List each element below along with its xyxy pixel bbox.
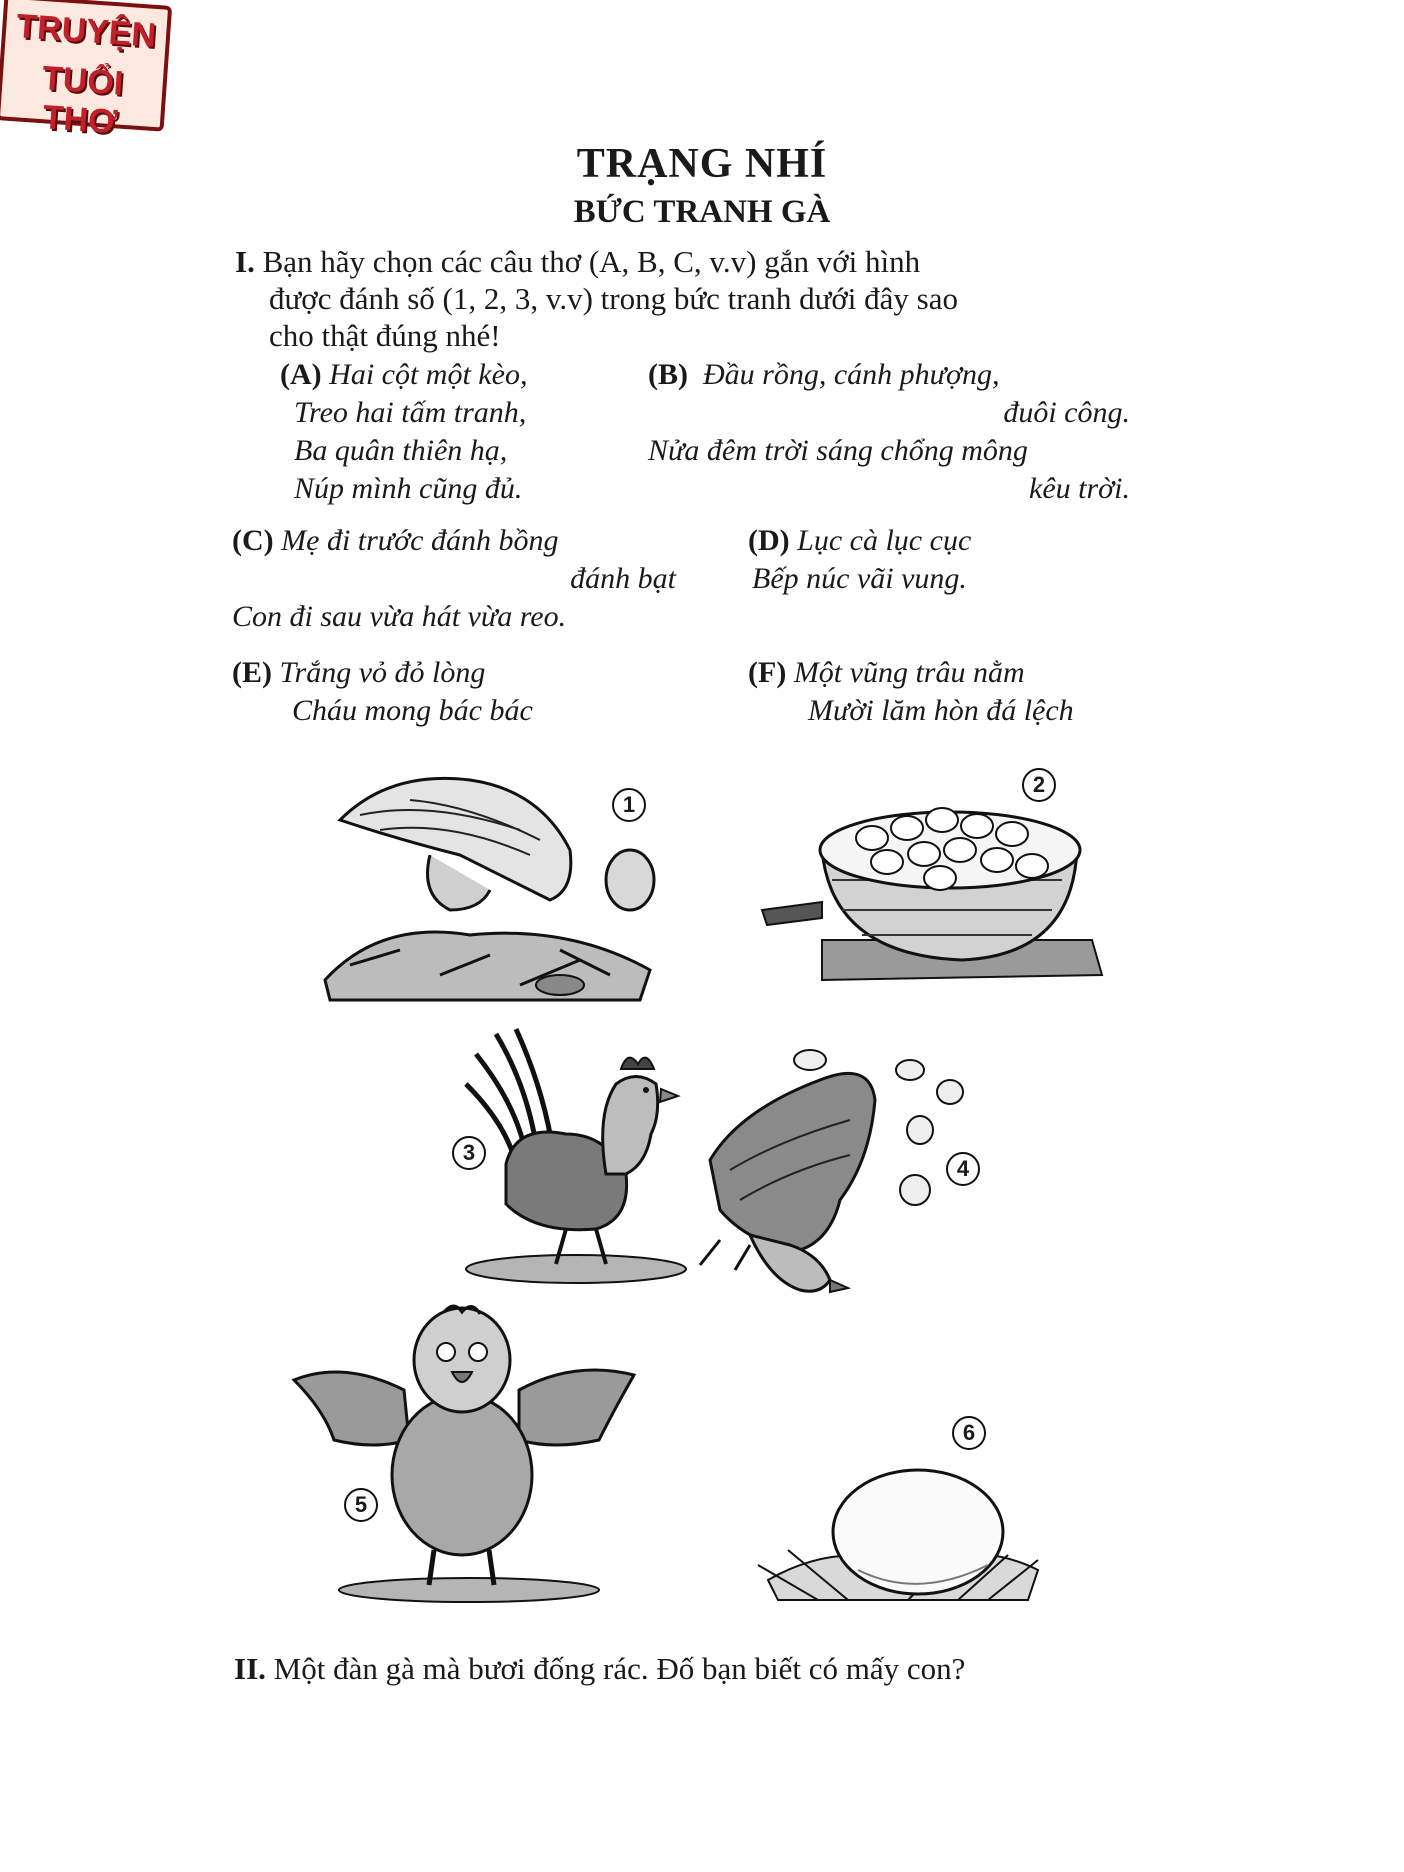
cartoon-chicken-illustration	[294, 1300, 644, 1610]
part2-label: II.	[234, 1651, 266, 1686]
riddle-a	[280, 356, 527, 508]
riddle-line: đánh bạt	[570, 562, 676, 595]
riddle-line: kêu trời.	[1029, 472, 1130, 505]
page-subtitle: BỨC TRANH GÀ	[573, 194, 831, 230]
riddle-label: (E)	[232, 656, 272, 689]
riddle-line: Núp mình cũng đủ.	[294, 472, 523, 505]
riddle-line: Con đi sau vừa hát vừa reo.	[232, 600, 567, 633]
riddle-d	[748, 522, 971, 598]
riddle-e	[232, 654, 533, 730]
riddle-line: Một vũng trâu nằm	[793, 656, 1025, 689]
riddle-line: đuôi công.	[1003, 396, 1130, 429]
riddle-label: (F)	[748, 656, 787, 689]
figure-number-3: 3	[452, 1136, 486, 1170]
egg-nest-illustration	[762, 790, 1102, 990]
riddle-line: Hai cột một kèo,	[329, 358, 528, 391]
riddle-b	[648, 356, 1130, 508]
riddle-f	[748, 654, 1074, 730]
riddle-c	[232, 522, 678, 636]
riddle-label: (A)	[280, 358, 322, 391]
figure-number-4: 4	[946, 1152, 980, 1186]
figure-number-5: 5	[344, 1488, 378, 1522]
part2-question	[234, 1650, 965, 1687]
riddle-line: Mẹ đi trước đánh bồng	[281, 524, 559, 557]
riddle-label: (D)	[748, 524, 790, 557]
figure-number-1: 1	[612, 788, 646, 822]
instruction-line: cho thật đúng nhé!	[269, 318, 501, 353]
riddle-line: Mười lăm hòn đá lệch	[808, 694, 1074, 727]
riddle-line: Trắng vỏ đỏ lòng	[279, 656, 486, 689]
figure-number-6: 6	[952, 1416, 986, 1450]
hen-scratching-illustration	[320, 760, 660, 1010]
riddle-line: Đầu rồng, cánh phượng,	[703, 358, 1000, 391]
instruction-line: Bạn hãy chọn các câu thơ (A, B, C, v.v) gắn với hình	[262, 244, 921, 279]
riddle-line: Lục cà lục cục	[797, 524, 972, 557]
publisher-logo	[0, 0, 172, 142]
riddle-label: (B)	[648, 358, 688, 391]
riddle-label: (C)	[232, 524, 274, 557]
instruction-line: được đánh số (1, 2, 3, v.v) trong bức tranh dưới đây sao	[269, 281, 958, 316]
page-title: TRẠNG NHÍ	[576, 141, 828, 187]
riddle-line: Ba quân thiên hạ,	[294, 434, 508, 467]
riddle-line: Cháu mong bác bác	[292, 694, 533, 727]
logo-line2: TUỔI THƠ	[40, 59, 125, 142]
riddle-line: Treo hai tấm tranh,	[294, 396, 527, 429]
part1-label: I.	[235, 244, 255, 279]
rooster-illustration	[456, 1024, 716, 1284]
part1-instructions	[235, 243, 958, 354]
egg-in-straw-illustration	[758, 1450, 1048, 1610]
part2-text: Một đàn gà mà bươi đống rác. Đố bạn biết có mấy con?	[273, 1651, 966, 1686]
logo-line1: TRUYỆN	[15, 7, 158, 55]
hen-with-chicks-illustration	[690, 1040, 1000, 1340]
riddle-line: Bếp núc vãi vung.	[752, 562, 967, 595]
riddle-line: Nửa đêm trời sáng chổng mông	[648, 434, 1028, 467]
figure-number-2: 2	[1022, 768, 1056, 802]
